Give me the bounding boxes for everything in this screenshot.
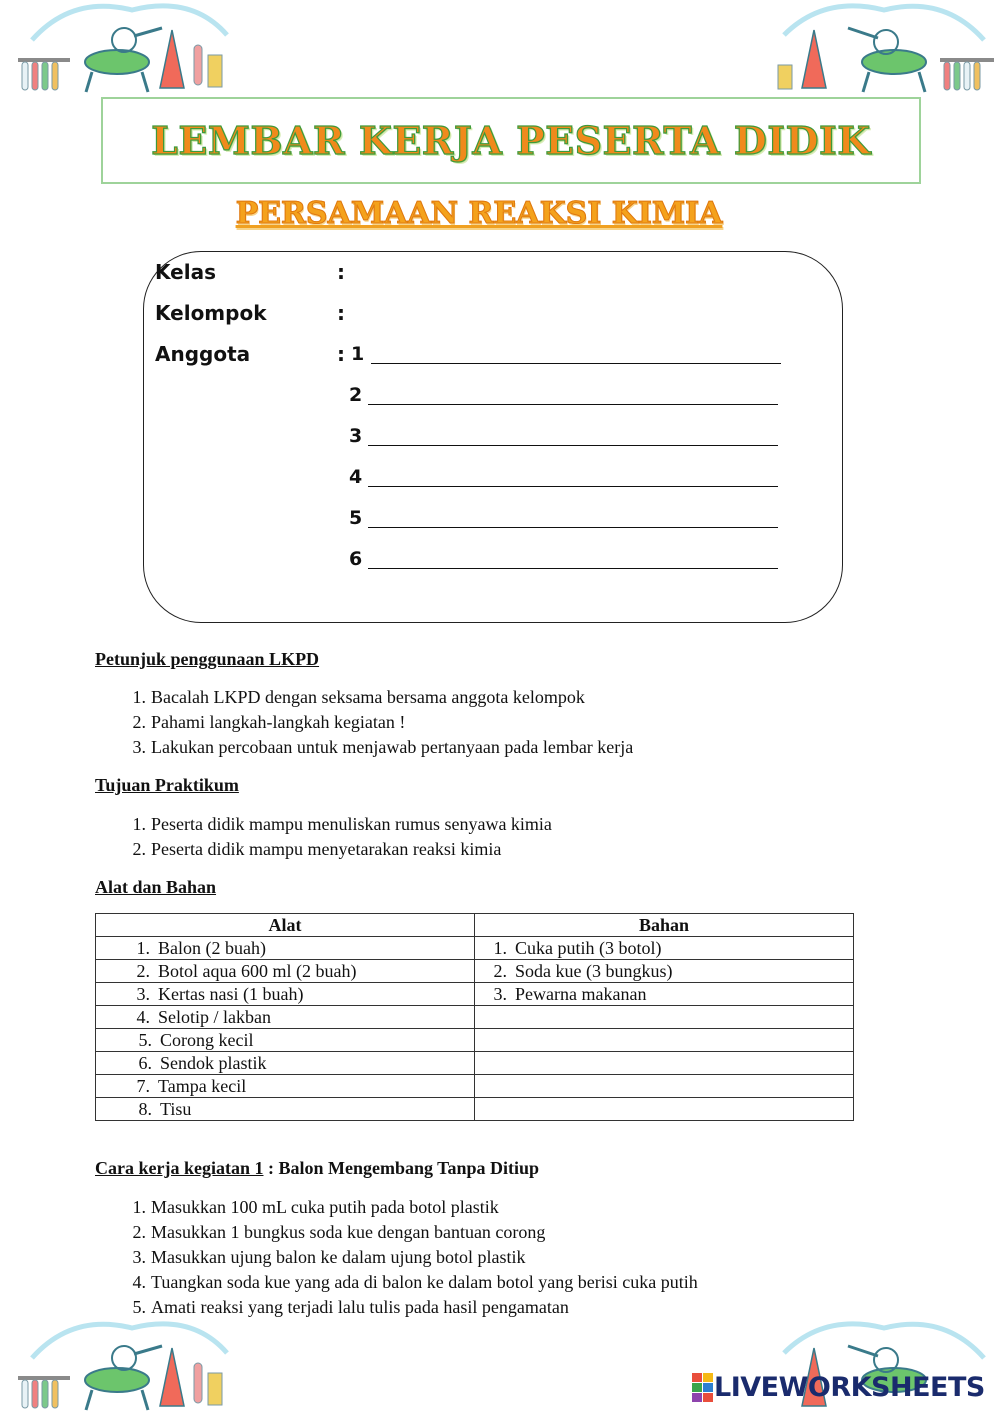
list-item: 1. Bacalah LKPD dengan seksama bersama anggota kelompok	[95, 685, 633, 710]
bahan-item: Cuka putih (3 botol)	[515, 938, 662, 958]
list-item: 3. Lakukan percobaan untuk menjawab pertanyaan pada lembar kerja	[95, 735, 633, 760]
alat-item: Balon (2 buah)	[158, 938, 266, 958]
list-item-text: Tuangkan soda kue yang ada di balon ke dalam botol yang berisi cuka putih	[151, 1272, 698, 1292]
list-item-text: Masukkan 1 bungkus soda kue dengan bantuan corong	[151, 1222, 546, 1242]
cara-kerja-heading	[95, 1158, 539, 1179]
list-item-text: Pahami langkah-langkah kegiatan !	[151, 712, 406, 732]
alat-item: Tampa kecil	[158, 1076, 247, 1096]
kelompok-label: Kelompok	[155, 301, 267, 325]
alat-item: Kertas nasi (1 buah)	[158, 984, 304, 1004]
member-name-line[interactable]	[371, 363, 781, 364]
kelas-label: Kelas	[155, 260, 216, 284]
cara-kerja-heading-underlined: Cara kerja kegiatan 1	[95, 1158, 264, 1178]
liveworksheets-logo-icon	[692, 1373, 714, 1403]
alat-item: Tisu	[160, 1099, 192, 1119]
alat-item: Selotip / lakban	[158, 1007, 271, 1027]
member-number: 1	[351, 343, 365, 365]
list-item: 3. Masukkan ujung balon ke dalam ujung botol plastik	[95, 1245, 698, 1270]
table-row: 3. Kertas nasi (1 buah) 3. Pewarna makanan	[96, 983, 854, 1006]
liveworksheets-logo[interactable]	[692, 1372, 985, 1403]
alat-bahan-table	[95, 913, 854, 1121]
member-number: 4	[349, 466, 363, 488]
list-item-text: Amati reaksi yang terjadi lalu tulis pada hasil pengamatan	[151, 1297, 569, 1317]
kelompok-colon: :	[337, 301, 345, 325]
member-name-line[interactable]	[368, 404, 778, 405]
tujuan-list	[95, 812, 552, 862]
list-item: 4. Tuangkan soda kue yang ada di balon ke dalam botol yang berisi cuka putih	[95, 1270, 698, 1295]
member-number: 3	[349, 425, 363, 447]
page-title: LEMBAR KERJA PESERTA DIDIK	[151, 118, 871, 163]
bahan-item: Pewarna makanan	[515, 984, 647, 1004]
list-item: 1. Masukkan 100 mL cuka putih pada botol plastik	[95, 1195, 698, 1220]
lab-equipment-illustration-top-left	[12, 0, 237, 95]
table-row: 2. Botol aqua 600 ml (2 buah) 2. Soda kue (3 bungkus)	[96, 960, 854, 983]
list-item: 2. Peserta didik mampu menyetarakan reaksi kimia	[95, 837, 552, 862]
list-item-text: Peserta didik mampu menuliskan rumus senyawa kimia	[151, 814, 552, 834]
list-item: 2. Masukkan 1 bungkus soda kue dengan bantuan corong	[95, 1220, 698, 1245]
cara-kerja-list	[95, 1195, 698, 1320]
list-item: 2. Pahami langkah-langkah kegiatan !	[95, 710, 633, 735]
petunjuk-heading: Petunjuk penggunaan LKPD	[95, 649, 320, 669]
alat-item: Corong kecil	[160, 1030, 254, 1050]
page-subtitle: PERSAMAAN REAKSI KIMIA	[235, 196, 723, 231]
member-number: 6	[349, 548, 363, 570]
list-item-text: Peserta didik mampu menyetarakan reaksi kimia	[151, 839, 502, 859]
member-number: 2	[349, 384, 363, 406]
anggota-colon: :	[337, 342, 345, 366]
table-header-row	[96, 914, 854, 937]
list-item-text: Lakukan percobaan untuk menjawab pertanyaan pada lembar kerja	[151, 737, 634, 757]
list-item-text: Masukkan 100 mL cuka putih pada botol plastik	[151, 1197, 499, 1217]
list-item: 1. Peserta didik mampu menuliskan rumus senyawa kimia	[95, 812, 552, 837]
table-row: 6. Sendok plastik	[96, 1052, 854, 1075]
member-name-line[interactable]	[368, 527, 778, 528]
member-name-line[interactable]	[368, 486, 778, 487]
lab-equipment-illustration-top-right	[774, 0, 999, 95]
alat-item: Sendok plastik	[160, 1053, 267, 1073]
member-number: 5	[349, 507, 363, 529]
table-row: 4. Selotip / lakban	[96, 1006, 854, 1029]
tujuan-heading: Tujuan Praktikum	[95, 775, 239, 795]
table-row: 8. Tisu	[96, 1098, 854, 1121]
list-item: 5. Amati reaksi yang terjadi lalu tulis pada hasil pengamatan	[95, 1295, 698, 1320]
table-row: 5. Corong kecil	[96, 1029, 854, 1052]
table-row: 7. Tampa kecil	[96, 1075, 854, 1098]
alat-bahan-heading: Alat dan Bahan	[95, 877, 217, 897]
member-name-line[interactable]	[368, 568, 778, 569]
list-item-text: Bacalah LKPD dengan seksama bersama anggota kelompok	[151, 687, 585, 707]
table-row: 1. Balon (2 buah) 1. Cuka putih (3 botol)	[96, 937, 854, 960]
cara-kerja-heading-rest: : Balon Mengembang Tanpa Ditiup	[263, 1158, 540, 1178]
anggota-label: Anggota	[155, 342, 251, 366]
alat-column-header: Alat	[96, 914, 475, 937]
liveworksheets-logo-text: LIVEWORKSHEETS	[714, 1372, 985, 1403]
list-item-text: Masukkan ujung balon ke dalam ujung botol plastik	[151, 1247, 526, 1267]
lab-equipment-illustration-bottom-left	[12, 1318, 237, 1413]
petunjuk-list	[95, 685, 633, 760]
bahan-column-header: Bahan	[475, 914, 854, 937]
bahan-item: Soda kue (3 bungkus)	[515, 961, 673, 981]
alat-item: Botol aqua 600 ml (2 buah)	[158, 961, 357, 981]
kelas-colon: :	[337, 260, 345, 284]
title-banner	[101, 97, 921, 184]
member-name-line[interactable]	[368, 445, 778, 446]
